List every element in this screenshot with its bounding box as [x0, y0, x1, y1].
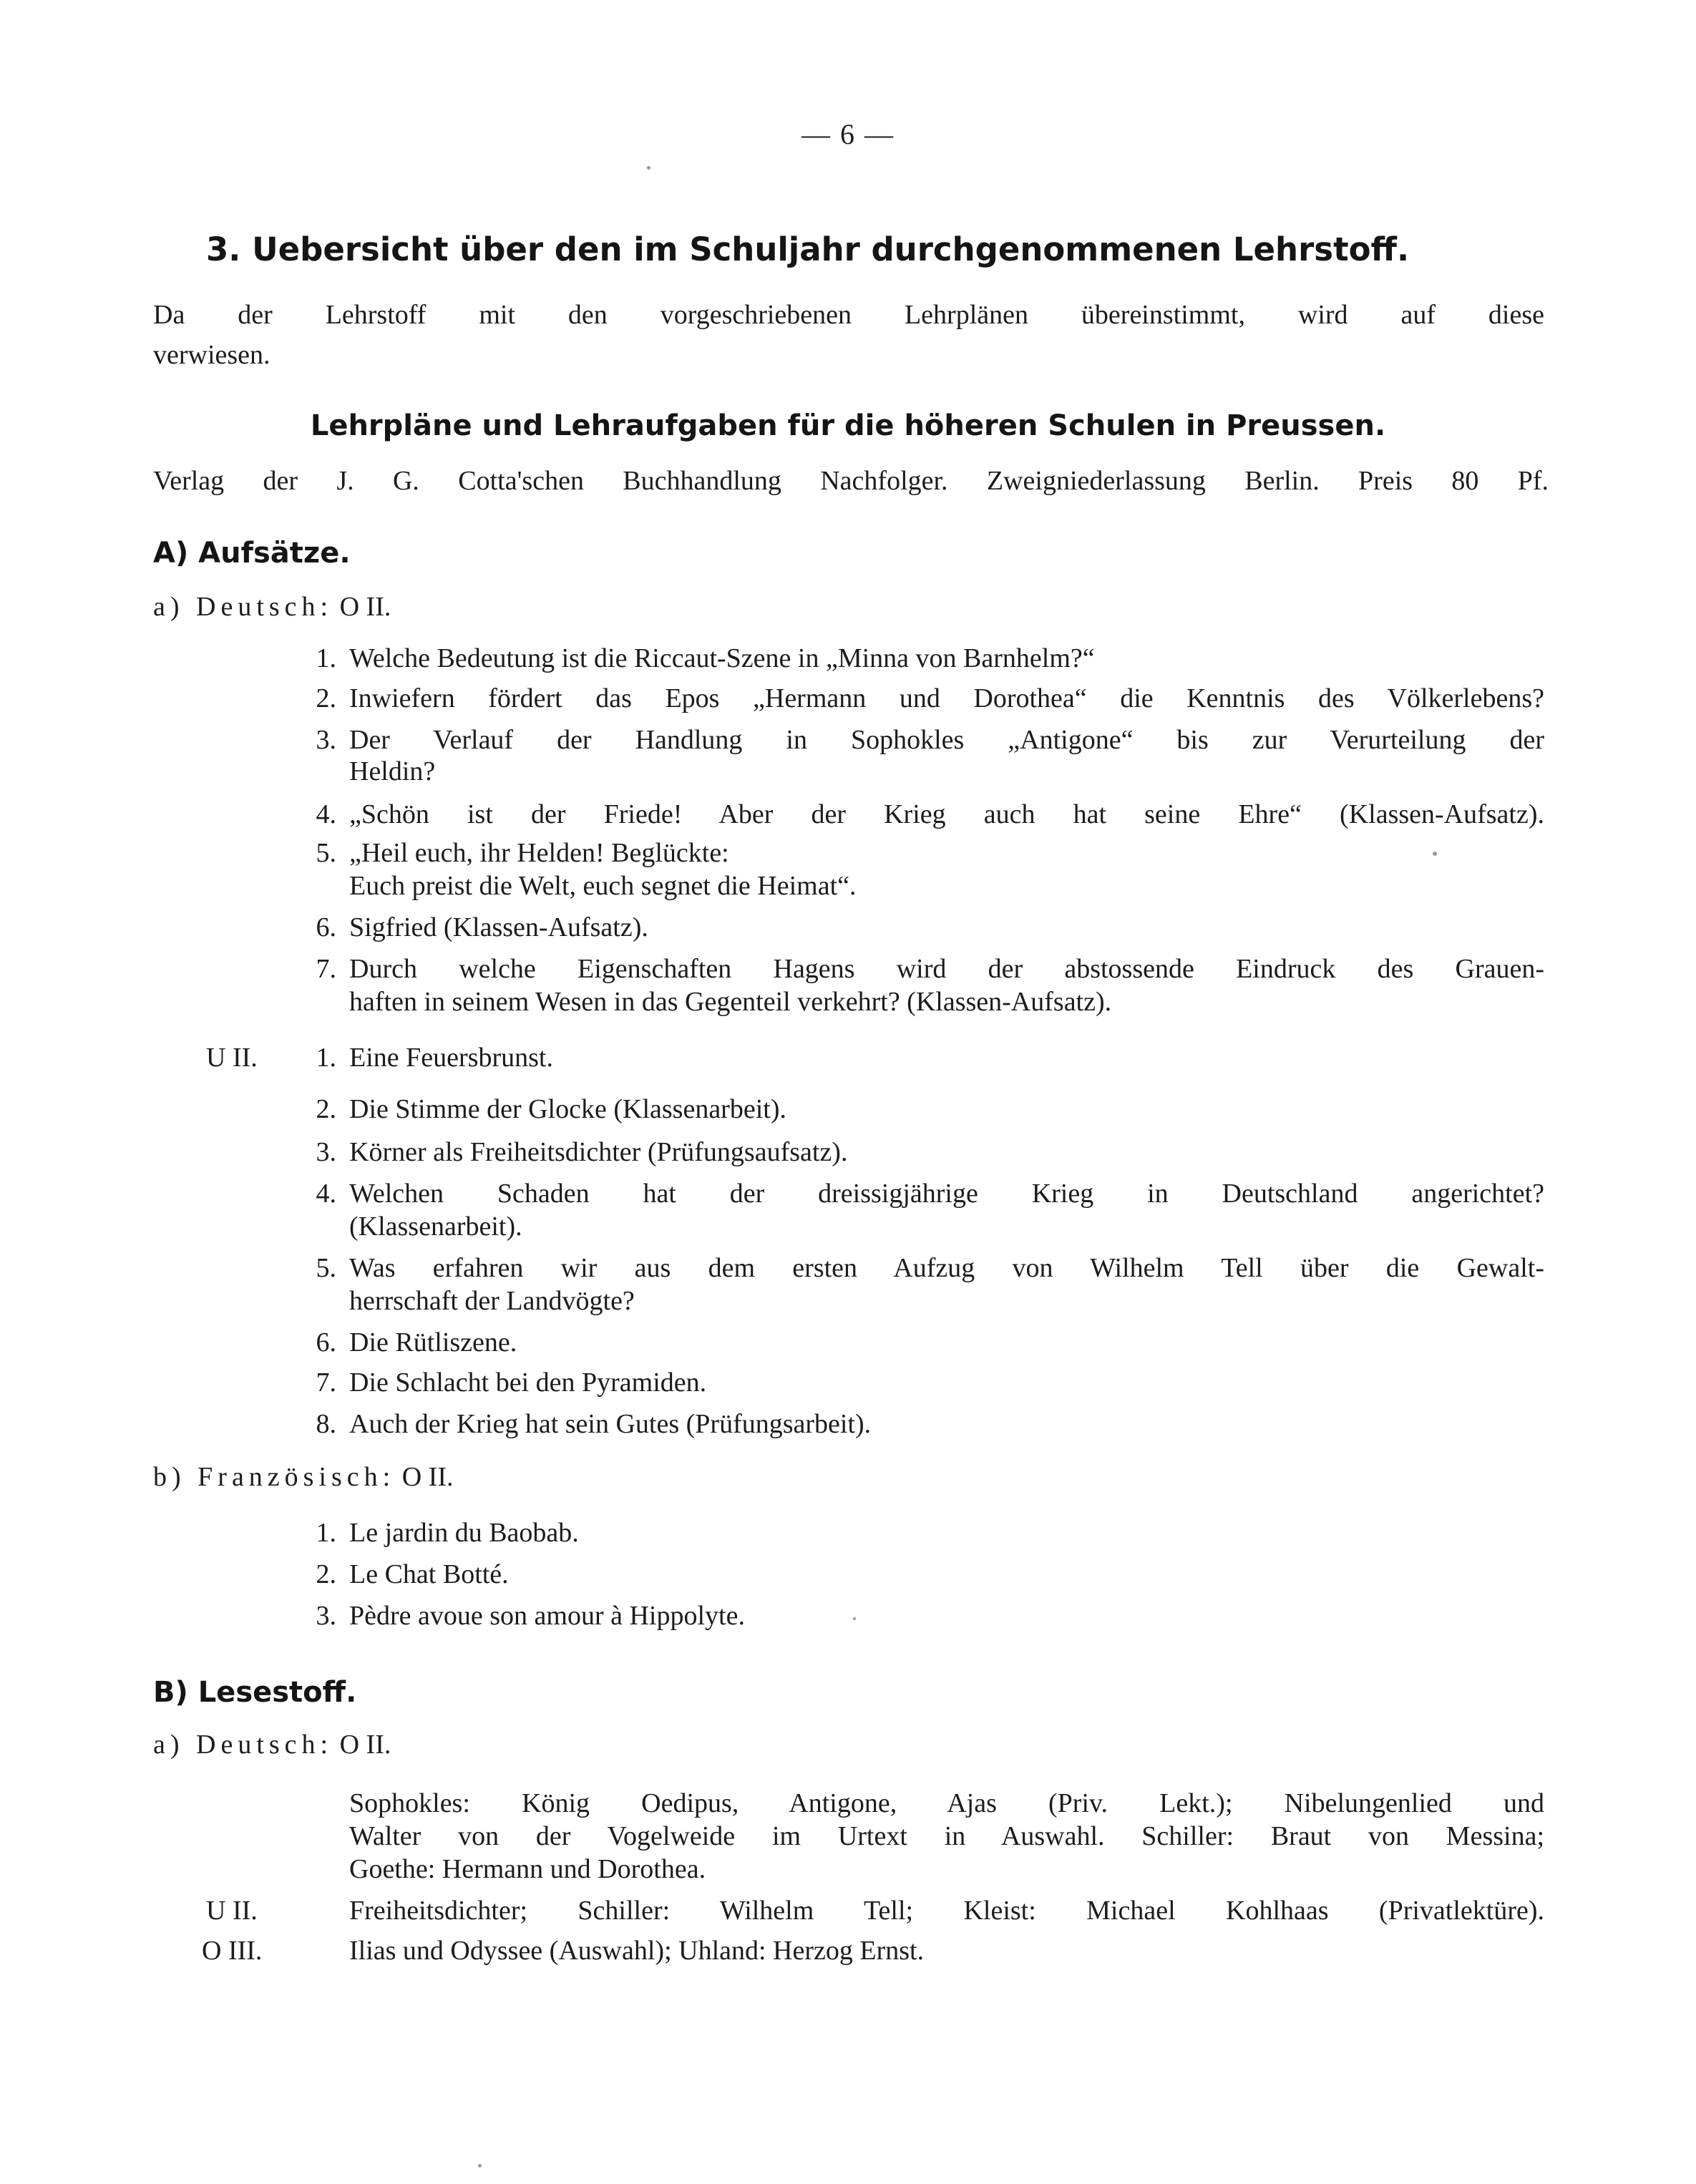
item-text: Inwiefern fördert das Epos „Hermann und Dorothea“ die Kenntnis des Völkerlebens? — [349, 683, 1544, 713]
publisher-line: Verlag der J. G. Cotta'schen Buchhandlung Nachfolger. Zweigniederlassung Berlin. Preis 80 Pf. — [153, 466, 1549, 496]
class-label: O II. — [401, 1462, 454, 1492]
item-text: Körner als Freiheitsdichter (Prüfungsaufsatz). — [349, 1137, 848, 1167]
item-number: 5. — [316, 1253, 336, 1283]
item-text: Eine Feuersbrunst. — [349, 1043, 553, 1073]
scan-speck — [647, 166, 650, 170]
page-title: 3. Uebersicht über den im Schuljahr durchgenommenen Lehrstoff. — [206, 230, 1410, 268]
item-text: Der Verlauf der Handlung in Sophokles „Antigone“ bis zur Verurteilung der — [349, 725, 1544, 755]
section-b-heading: B) Lesestoff. — [153, 1676, 357, 1709]
item-text: Durch welche Eigenschaften Hagens wird der abstossende Eindruck des Grauen- — [349, 954, 1544, 984]
item-text: Euch preist die Welt, euch segnet die Heimat“. — [349, 871, 857, 901]
item-text: Pèdre avoue son amour à Hippolyte. — [349, 1601, 745, 1631]
class-label: U II. — [206, 1896, 258, 1926]
item-number: 3. — [316, 725, 336, 755]
item-text: Walter von der Vogelweide im Urtext in Auswahl. Schiller: Braut von Messina; — [349, 1821, 1544, 1851]
item-text: „Heil euch, ihr Helden! Beglückte: — [349, 838, 729, 868]
item-number: 7. — [316, 1368, 336, 1398]
item-text: Sigfried (Klassen-Aufsatz). — [349, 912, 648, 942]
item-text: Die Stimme der Glocke (Klassenarbeit). — [349, 1094, 786, 1124]
item-text: Sophokles: König Oedipus, Antigone, Ajas (Priv. Lekt.); Nibelungenlied und — [349, 1788, 1544, 1818]
item-text: Ilias und Odyssee (Auswahl); Uhland: Herzog Ernst. — [349, 1936, 925, 1966]
class-label: O II. — [339, 592, 391, 622]
item-number: 1. — [316, 1518, 336, 1548]
item-number: 6. — [316, 1327, 336, 1357]
item-text: haften in seinem Wesen in das Gegenteil verkehrt? (Klassen-Aufsatz). — [349, 987, 1112, 1017]
item-text: Welchen Schaden hat der dreissigjährige Krieg in Deutschland angerichtet? — [349, 1179, 1544, 1209]
item-text: (Klassenarbeit). — [349, 1212, 522, 1242]
item-text: Freiheitsdichter; Schiller: Wilhelm Tell; Kleist: Michael Kohlhaas (Privatlektüre). — [349, 1896, 1544, 1926]
item-text: „Schön ist der Friede! Aber der Krieg auch hat seine Ehre“ (Klassen-Aufsatz). — [349, 799, 1544, 829]
item-number: 2. — [316, 1094, 336, 1124]
subject-label: a) Deutsch: — [153, 1730, 333, 1760]
item-number: 4. — [316, 799, 336, 829]
item-text: Die Rütliszene. — [349, 1327, 517, 1357]
item-number: 1. — [316, 1043, 336, 1073]
item-text: Goethe: Hermann und Dorothea. — [349, 1854, 706, 1884]
item-text: Le Chat Botté. — [349, 1559, 509, 1589]
class-label: O III. — [202, 1936, 263, 1966]
item-number: 4. — [316, 1179, 336, 1209]
class-label: U II. — [206, 1043, 258, 1073]
item-text: herrschaft der Landvögte? — [349, 1286, 635, 1316]
subject-label: b) Französisch: — [153, 1462, 396, 1492]
class-label: O II. — [339, 1730, 391, 1760]
scan-speck — [853, 1617, 856, 1620]
item-text: Die Schlacht bei den Pyramiden. — [349, 1368, 707, 1398]
item-text: Auch der Krieg hat sein Gutes (Prüfungsarbeit). — [349, 1409, 872, 1439]
page-number: — 6 — — [801, 118, 895, 150]
deutsch-oii-heading — [153, 591, 391, 623]
item-text: Was erfahren wir aus dem ersten Aufzug von Wilhelm Tell über die Gewalt- — [349, 1253, 1544, 1283]
intro-line-2: verwiesen. — [153, 340, 271, 370]
item-number: 1. — [316, 643, 336, 673]
subject-label: a) Deutsch: — [153, 592, 333, 622]
scan-speck — [478, 2164, 482, 2168]
item-number: 2. — [316, 1559, 336, 1589]
franzoesisch-heading — [153, 1461, 454, 1493]
curriculum-subtitle: Lehrpläne und Lehraufgaben für die höheren Schulen in Preussen. — [310, 409, 1386, 442]
item-number: 3. — [316, 1601, 336, 1631]
item-number: 5. — [316, 838, 336, 868]
item-text: Heldin? — [349, 756, 436, 786]
item-text: Welche Bedeutung ist die Riccaut-Szene in „Minna von Barnhelm?“ — [349, 643, 1095, 673]
intro-line-1: Da der Lehrstoff mit den vorgeschriebenen Lehrplänen übereinstimmt, wird auf diese — [153, 300, 1544, 330]
item-number: 8. — [316, 1409, 336, 1439]
item-number: 2. — [316, 683, 336, 713]
item-number: 3. — [316, 1137, 336, 1167]
item-text: Le jardin du Baobab. — [349, 1518, 579, 1548]
lesestoff-deutsch-heading — [153, 1729, 391, 1760]
item-number: 6. — [316, 912, 336, 942]
item-number: 7. — [316, 954, 336, 984]
scan-speck — [1433, 852, 1437, 856]
section-a-heading: A) Aufsätze. — [153, 537, 351, 570]
